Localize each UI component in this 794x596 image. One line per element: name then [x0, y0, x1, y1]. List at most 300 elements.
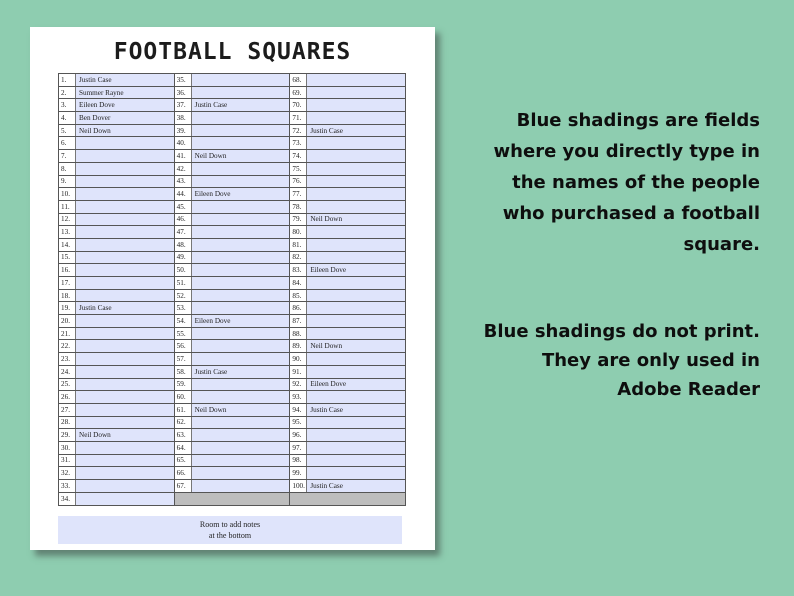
square-row: [59, 480, 174, 493]
square-number: 13.: [59, 226, 76, 238]
square-row: [175, 239, 290, 252]
blank-cell: [175, 493, 290, 506]
square-name-field[interactable]: [76, 442, 174, 454]
square-number: 55.: [175, 328, 192, 340]
square-row: [290, 302, 405, 315]
square-number: 57.: [175, 353, 192, 365]
square-row: [175, 163, 290, 176]
square-name-field[interactable]: [307, 467, 405, 479]
square-row: [175, 480, 290, 493]
square-row: [290, 264, 405, 277]
square-row: [290, 176, 405, 189]
caption-shading-print: [460, 317, 760, 404]
square-row: [290, 214, 405, 227]
square-name-field[interactable]: [192, 201, 290, 213]
square-number: 92.: [290, 379, 307, 391]
square-row: [175, 429, 290, 442]
square-name-field[interactable]: [307, 176, 405, 188]
square-number: 25.: [59, 379, 76, 391]
square-name-field[interactable]: Neil Down: [307, 214, 405, 226]
square-row: [59, 442, 174, 455]
square-row: [290, 429, 405, 442]
square-row: [175, 328, 290, 341]
square-name-field[interactable]: [76, 137, 174, 149]
square-number: 19.: [59, 302, 76, 314]
caption-line: Blue shadings are fields: [516, 110, 760, 131]
caption-line: who purchased a football: [502, 203, 760, 224]
square-row: [175, 188, 290, 201]
squares-grid: [58, 73, 406, 506]
square-row: [59, 315, 174, 328]
square-name-field[interactable]: [307, 226, 405, 238]
square-row: [290, 112, 405, 125]
square-name-field[interactable]: [76, 340, 174, 352]
square-number: 14.: [59, 239, 76, 251]
square-number: 40.: [175, 137, 192, 149]
square-name-field[interactable]: [307, 366, 405, 378]
square-name-field[interactable]: Justin Case: [76, 74, 174, 86]
square-row: [59, 188, 174, 201]
square-name-field[interactable]: [76, 315, 174, 327]
square-name-field[interactable]: [192, 264, 290, 276]
square-number: 73.: [290, 137, 307, 149]
square-name-field[interactable]: [76, 150, 174, 162]
square-row: [290, 480, 405, 493]
square-row: [59, 176, 174, 189]
square-number: 16.: [59, 264, 76, 276]
square-name-field[interactable]: [192, 74, 290, 86]
square-number: 34.: [59, 493, 76, 506]
square-number: 78.: [290, 201, 307, 213]
square-number: 45.: [175, 201, 192, 213]
square-name-field[interactable]: [307, 353, 405, 365]
square-name-field[interactable]: Justin Case: [192, 366, 290, 378]
square-row: [59, 493, 174, 506]
square-row: [290, 277, 405, 290]
square-number: 56.: [175, 340, 192, 352]
square-row: [290, 125, 405, 138]
square-name-field[interactable]: Summer Rayne: [76, 87, 174, 99]
square-row: [290, 340, 405, 353]
squares-column: [289, 74, 405, 505]
square-name-field[interactable]: [307, 277, 405, 289]
square-name-field[interactable]: [76, 188, 174, 200]
square-name-field[interactable]: Justin Case: [307, 125, 405, 137]
square-name-field[interactable]: [192, 302, 290, 314]
square-name-field[interactable]: [192, 87, 290, 99]
square-row: [290, 290, 405, 303]
square-row: [59, 99, 174, 112]
square-number: 44.: [175, 188, 192, 200]
square-name-field[interactable]: [192, 239, 290, 251]
square-row: [59, 125, 174, 138]
square-name-field[interactable]: [192, 391, 290, 403]
square-name-field[interactable]: [76, 353, 174, 365]
square-name-field[interactable]: [192, 137, 290, 149]
square-name-field[interactable]: [307, 112, 405, 124]
square-row: [175, 252, 290, 265]
square-number: 65.: [175, 455, 192, 467]
square-row: [175, 290, 290, 303]
square-number: 79.: [290, 214, 307, 226]
square-row: [175, 455, 290, 468]
square-row: [290, 150, 405, 163]
square-name-field[interactable]: [307, 163, 405, 175]
square-name-field[interactable]: [192, 125, 290, 137]
square-row: [59, 290, 174, 303]
square-name-field[interactable]: [192, 214, 290, 226]
square-number: 38.: [175, 112, 192, 124]
square-number: 61.: [175, 404, 192, 416]
square-number: 86.: [290, 302, 307, 314]
square-number: 51.: [175, 277, 192, 289]
squares-column: [59, 74, 174, 505]
square-row: [175, 87, 290, 100]
square-name-field[interactable]: Ben Dover: [76, 112, 174, 124]
square-row: [59, 74, 174, 87]
square-name-field[interactable]: [76, 391, 174, 403]
square-name-field[interactable]: [307, 188, 405, 200]
square-number: 63.: [175, 429, 192, 441]
square-row: [59, 226, 174, 239]
square-row: [175, 214, 290, 227]
square-number: 100.: [290, 480, 307, 492]
square-number: 58.: [175, 366, 192, 378]
square-number: 17.: [59, 277, 76, 289]
square-name-field[interactable]: [76, 163, 174, 175]
square-number: 43.: [175, 176, 192, 188]
square-name-field[interactable]: [192, 252, 290, 264]
square-name-field[interactable]: [76, 176, 174, 188]
square-row: [290, 455, 405, 468]
square-name-field[interactable]: Neil Down: [307, 340, 405, 352]
square-row: [290, 467, 405, 480]
square-row: [59, 417, 174, 430]
square-row: [290, 137, 405, 150]
square-number: 80.: [290, 226, 307, 238]
square-row: [175, 379, 290, 392]
caption-line: where you directly type in: [493, 141, 760, 162]
square-row: [290, 391, 405, 404]
square-number: 62.: [175, 417, 192, 429]
square-name-field[interactable]: [307, 315, 405, 327]
square-name-field[interactable]: Justin Case: [192, 99, 290, 111]
square-row: [59, 163, 174, 176]
square-row: [290, 442, 405, 455]
square-row: [290, 74, 405, 87]
square-row: [175, 74, 290, 87]
caption-line: the names of the people: [512, 172, 760, 193]
square-row: [175, 315, 290, 328]
square-number: 11.: [59, 201, 76, 213]
square-number: 74.: [290, 150, 307, 162]
square-row: [175, 391, 290, 404]
square-name-field[interactable]: [76, 252, 174, 264]
square-name-field[interactable]: Neil Down: [192, 150, 290, 162]
square-row: [290, 226, 405, 239]
caption-shading-fields: [460, 105, 760, 260]
square-row: [290, 163, 405, 176]
square-row: [59, 264, 174, 277]
square-number: 32.: [59, 467, 76, 479]
square-row: [290, 252, 405, 265]
square-name-field[interactable]: [76, 467, 174, 479]
square-row: [59, 429, 174, 442]
square-number: 36.: [175, 87, 192, 99]
square-name-field[interactable]: Eileen Dove: [307, 379, 405, 391]
square-name-field[interactable]: [76, 226, 174, 238]
square-name-field[interactable]: Neil Down: [76, 429, 174, 441]
square-number: 95.: [290, 417, 307, 429]
square-row: [175, 302, 290, 315]
square-number: 42.: [175, 163, 192, 175]
square-number: 29.: [59, 429, 76, 441]
square-number: 30.: [59, 442, 76, 454]
square-name-field[interactable]: [192, 163, 290, 175]
square-row: [175, 125, 290, 138]
caption-line: They are only used in: [541, 350, 760, 371]
square-name-field[interactable]: [307, 150, 405, 162]
square-name-field[interactable]: [76, 455, 174, 467]
square-name-field[interactable]: Justin Case: [307, 404, 405, 416]
square-row: [175, 137, 290, 150]
square-row: [290, 239, 405, 252]
square-name-field[interactable]: [307, 239, 405, 251]
square-name-field[interactable]: Eileen Dove: [192, 315, 290, 327]
square-number: 22.: [59, 340, 76, 352]
square-row: [290, 99, 405, 112]
square-name-field[interactable]: Eileen Dove: [192, 188, 290, 200]
square-number: 59.: [175, 379, 192, 391]
square-number: 98.: [290, 455, 307, 467]
square-row: [59, 87, 174, 100]
square-number: 41.: [175, 150, 192, 162]
square-name-field[interactable]: [307, 391, 405, 403]
square-name-field[interactable]: [192, 353, 290, 365]
square-number: 8.: [59, 163, 76, 175]
square-number: 7.: [59, 150, 76, 162]
square-number: 54.: [175, 315, 192, 327]
square-row: [175, 404, 290, 417]
square-row: [290, 201, 405, 214]
square-number: 35.: [175, 74, 192, 86]
square-number: 1.: [59, 74, 76, 86]
square-name-field[interactable]: [76, 214, 174, 226]
square-name-field[interactable]: [76, 277, 174, 289]
square-name-field[interactable]: [76, 366, 174, 378]
square-row: [59, 277, 174, 290]
sheet-title: FOOTBALL SQUARES: [113, 39, 352, 65]
square-row: [290, 353, 405, 366]
square-name-field[interactable]: [76, 417, 174, 429]
square-name-field[interactable]: [307, 74, 405, 86]
caption-line: square.: [683, 234, 760, 255]
square-name-field[interactable]: [76, 480, 174, 492]
square-number: 4.: [59, 112, 76, 124]
square-row: [175, 366, 290, 379]
square-number: 72.: [290, 125, 307, 137]
square-number: 91.: [290, 366, 307, 378]
squares-column: [174, 74, 290, 505]
square-number: 46.: [175, 214, 192, 226]
square-number: 85.: [290, 290, 307, 302]
square-row: [59, 328, 174, 341]
square-name-field[interactable]: [192, 429, 290, 441]
square-name-field[interactable]: [192, 379, 290, 391]
square-number: 69.: [290, 87, 307, 99]
square-number: 94.: [290, 404, 307, 416]
square-name-field[interactable]: [307, 87, 405, 99]
square-row: [59, 302, 174, 315]
square-name-field[interactable]: [192, 290, 290, 302]
square-name-field[interactable]: [192, 340, 290, 352]
square-name-field[interactable]: Eileen Dove: [307, 264, 405, 276]
square-name-field[interactable]: Justin Case: [307, 480, 405, 492]
square-name-field[interactable]: [307, 442, 405, 454]
square-row: [59, 340, 174, 353]
square-row: [175, 277, 290, 290]
square-number: 67.: [175, 480, 192, 492]
square-number: 53.: [175, 302, 192, 314]
square-row: [175, 150, 290, 163]
square-name-field[interactable]: Eileen Dove: [76, 99, 174, 111]
square-name-field[interactable]: [76, 328, 174, 340]
square-number: 28.: [59, 417, 76, 429]
square-number: 99.: [290, 467, 307, 479]
square-number: 5.: [59, 125, 76, 137]
square-name-field[interactable]: [76, 493, 174, 506]
square-row: [59, 112, 174, 125]
square-number: 96.: [290, 429, 307, 441]
square-name-field[interactable]: [192, 112, 290, 124]
notes-line-1: Room to add notes: [199, 520, 261, 529]
square-row: [59, 252, 174, 265]
square-row: [290, 366, 405, 379]
square-row: [59, 404, 174, 417]
square-number: 20.: [59, 315, 76, 327]
square-name-field[interactable]: [192, 277, 290, 289]
square-name-field[interactable]: Neil Down: [192, 404, 290, 416]
square-row: [59, 379, 174, 392]
square-number: 66.: [175, 467, 192, 479]
square-number: 76.: [290, 176, 307, 188]
square-name-field[interactable]: [307, 137, 405, 149]
square-number: 24.: [59, 366, 76, 378]
square-name-field[interactable]: [76, 290, 174, 302]
square-row: [175, 201, 290, 214]
square-name-field[interactable]: [76, 379, 174, 391]
square-name-field[interactable]: [307, 328, 405, 340]
square-row: [175, 226, 290, 239]
square-name-field[interactable]: [307, 99, 405, 111]
square-row: [290, 188, 405, 201]
square-number: 68.: [290, 74, 307, 86]
square-row: [59, 366, 174, 379]
square-number: 9.: [59, 176, 76, 188]
notes-field[interactable]: [58, 516, 402, 544]
blank-cell: [290, 493, 405, 506]
square-row: [290, 379, 405, 392]
square-row: [290, 417, 405, 430]
square-number: 49.: [175, 252, 192, 264]
square-row: [290, 328, 405, 341]
square-number: 6.: [59, 137, 76, 149]
square-row: [290, 315, 405, 328]
square-number: 15.: [59, 252, 76, 264]
square-number: 89.: [290, 340, 307, 352]
square-number: 71.: [290, 112, 307, 124]
square-name-field[interactable]: [307, 455, 405, 467]
square-number: 21.: [59, 328, 76, 340]
square-number: 26.: [59, 391, 76, 403]
square-row: [175, 340, 290, 353]
square-number: 70.: [290, 99, 307, 111]
square-name-field[interactable]: [192, 176, 290, 188]
square-name-field[interactable]: Neil Down: [76, 125, 174, 137]
square-number: 31.: [59, 455, 76, 467]
square-name-field[interactable]: [307, 417, 405, 429]
square-name-field[interactable]: Justin Case: [76, 302, 174, 314]
square-row: [59, 214, 174, 227]
square-number: 77.: [290, 188, 307, 200]
square-number: 2.: [59, 87, 76, 99]
square-number: 33.: [59, 480, 76, 492]
square-name-field[interactable]: [192, 417, 290, 429]
square-number: 27.: [59, 404, 76, 416]
square-name-field[interactable]: [307, 201, 405, 213]
square-row: [175, 353, 290, 366]
football-squares-sheet: [30, 27, 435, 550]
square-name-field[interactable]: [192, 467, 290, 479]
square-number: 37.: [175, 99, 192, 111]
square-number: 82.: [290, 252, 307, 264]
square-row: [59, 391, 174, 404]
square-name-field[interactable]: [76, 404, 174, 416]
square-name-field[interactable]: [192, 455, 290, 467]
square-row: [59, 137, 174, 150]
square-name-field[interactable]: [307, 290, 405, 302]
square-row: [175, 176, 290, 189]
square-number: 88.: [290, 328, 307, 340]
square-row: [175, 442, 290, 455]
square-number: 87.: [290, 315, 307, 327]
square-row: [290, 87, 405, 100]
square-row: [59, 201, 174, 214]
square-name-field[interactable]: [192, 442, 290, 454]
square-name-field[interactable]: [76, 239, 174, 251]
square-name-field[interactable]: [76, 201, 174, 213]
square-row: [175, 112, 290, 125]
square-row: [175, 99, 290, 112]
square-name-field[interactable]: [192, 226, 290, 238]
square-number: 23.: [59, 353, 76, 365]
square-name-field[interactable]: [76, 264, 174, 276]
square-name-field[interactable]: [192, 480, 290, 492]
square-name-field[interactable]: [192, 328, 290, 340]
square-name-field[interactable]: [307, 429, 405, 441]
square-name-field[interactable]: [307, 252, 405, 264]
square-number: 97.: [290, 442, 307, 454]
square-number: 39.: [175, 125, 192, 137]
square-row: [175, 264, 290, 277]
square-row: [59, 455, 174, 468]
square-number: 84.: [290, 277, 307, 289]
square-number: 81.: [290, 239, 307, 251]
square-name-field[interactable]: [307, 302, 405, 314]
square-number: 93.: [290, 391, 307, 403]
square-number: 64.: [175, 442, 192, 454]
square-number: 47.: [175, 226, 192, 238]
